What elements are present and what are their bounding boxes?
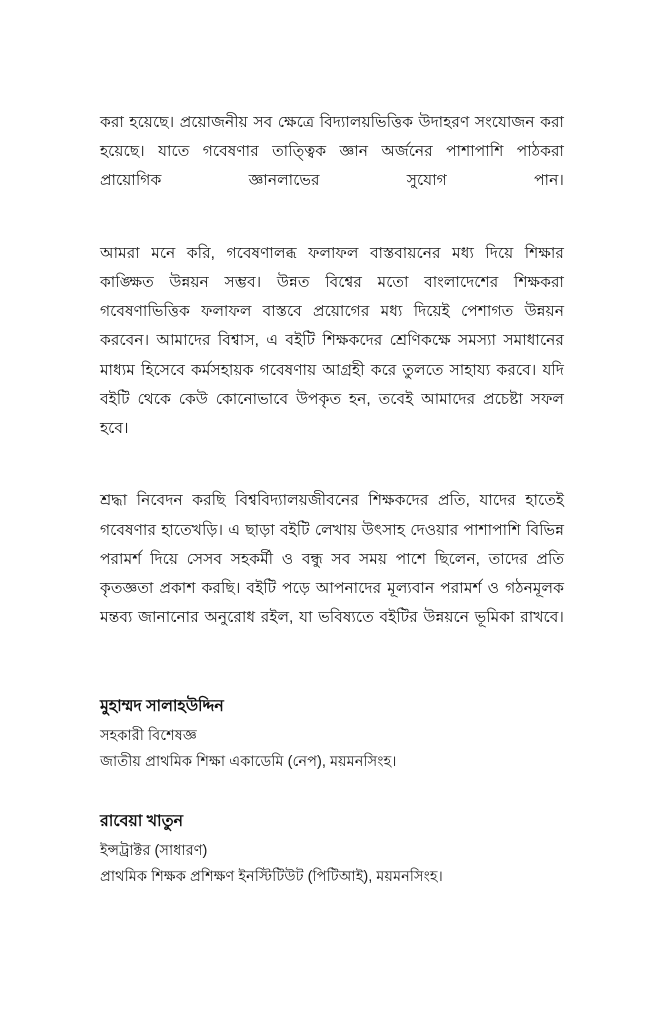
signatory-designation: সহকারী বিশেষজ্ঞ [100,727,197,744]
page-content [100,108,564,890]
body-text [100,108,564,662]
signatory-name: মুহাম্মদ সালাহউদ্দিন [100,697,224,715]
body-paragraph: আমরা মনে করি, গবেষণালব্ধ ফলাফল বাস্তবায়নের মধ্য দিয়ে শিক্ষার কাঙ্ক্ষিত উন্নয়ন সম্ভব। উন্নত বিশ্বের মতো বাংলাদেশের শিক্ষকরা গবেষণাভিত্তিক ফলাফল বাস্তবে প্রয়োগের মধ্য দিয়েই পেশাগত উন্নয়ন করবেন। আমাদের বিশ্বাস, এ বইটি শিক্ষকদের শ্রেণিকক্ষে সমস্যা সমাধানের মাধ্যম হিসেবে কর্মসহায়ক গবেষণায় আগ্রহী করে তুলতে সাহায্য করবে। যদি বইটি থেকে কেউ কোনোভাবে উপকৃত হন, তবেই আমাদের প্রচেষ্টা সফল হবে। [100,244,564,438]
signatory-institution: জাতীয় প্রাথমিক শিক্ষা একাডেমি (নেপ), ময়মনসিংহ। [100,753,397,770]
signatory-designation: ইন্সট্রাক্টর (সাধারণ) [100,842,208,859]
signature-section [100,694,564,890]
signature-block [100,694,564,775]
signatory-institution: প্রাথমিক শিক্ষক প্রশিক্ষণ ইনস্টিটিউট (পিটিআই), ময়মনসিংহ। [100,868,443,885]
body-paragraph: শ্রদ্ধা নিবেদন করছি বিশ্ববিদ্যালয়জীবনের শিক্ষকদের প্রতি, যাদের হাতেই গবেষণার হাতেখড়ি। এ ছাড়া বইটি লেখায় উৎসাহ দেওয়ার পাশাপাশি বিভিন্ন পরামর্শ দিয়ে সেসব সহকর্মী ও বন্ধু সব সময় পাশে ছিলেন, তাদের প্রতি কৃতজ্ঞতা প্রকাশ করছি। বইটি পড়ে আপনাদের মূল্যবান পরামর্শ ও গঠনমূলক মন্তব্য জানানোর অনুরোধ রইল, যা ভবিষ্যতে বইটির উন্নয়নে ভূমিকা রাখবে। [100,492,564,627]
signature-block [100,809,564,890]
signatory-name: রাবেয়া খাতুন [100,812,183,830]
body-paragraph: করা হয়েছে। প্রয়োজনীয় সব ক্ষেত্রে বিদ্যালয়ভিত্তিক উদাহরণ সংযোজন করা হয়েছে। যাতে গবেষণার তাত্ত্বিক জ্ঞান অর্জনের পাশাপাশি পাঠকরা প্রায়োগিক জ্ঞানলাভের সুযোগ পান। [100,114,564,190]
